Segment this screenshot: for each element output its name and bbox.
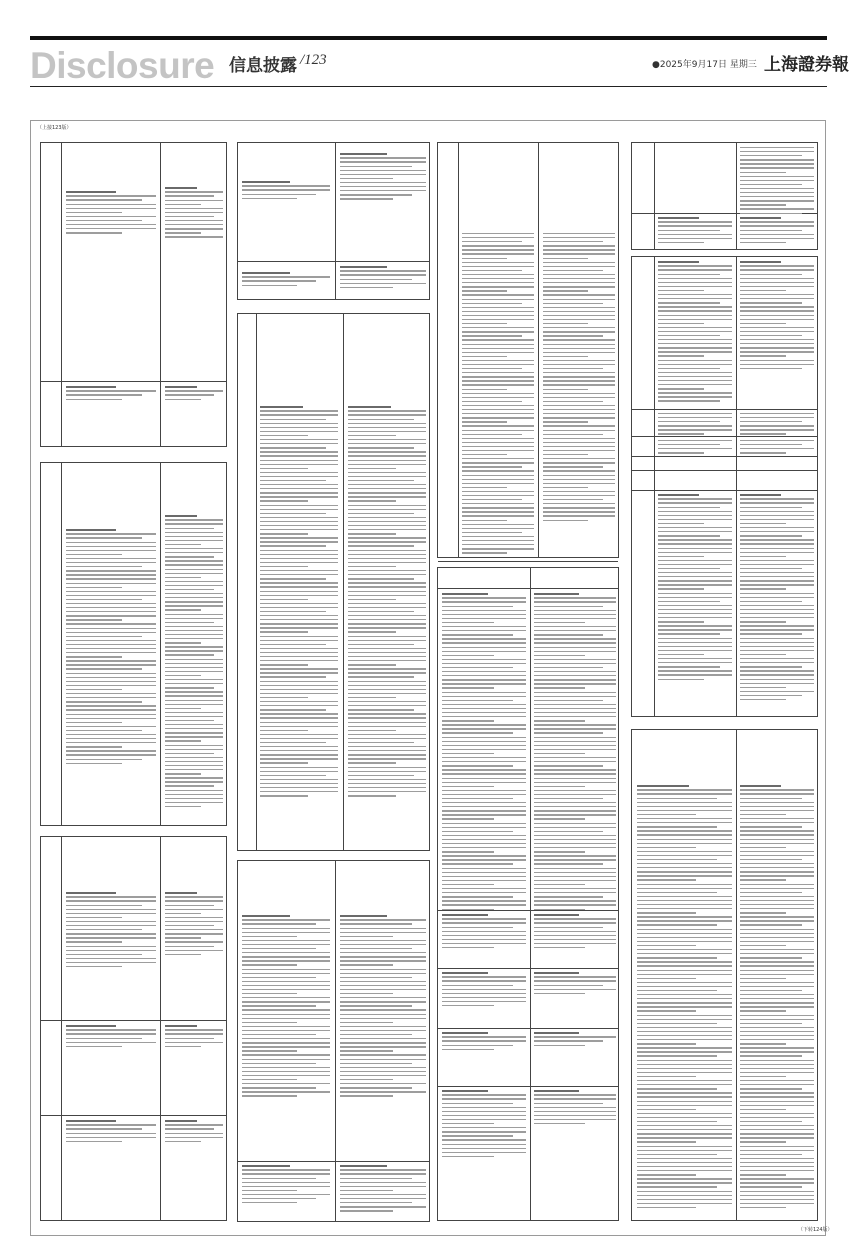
newspaper-logo: 上海證券報 [764, 55, 849, 75]
masthead-bottom-rule [30, 86, 827, 87]
text-block [260, 406, 338, 799]
text-block [66, 386, 156, 403]
text-block [66, 1120, 156, 1145]
disclosure-table [237, 313, 430, 851]
disclosure-table [437, 142, 619, 558]
text-block [66, 892, 156, 970]
text-block [442, 593, 526, 913]
text-block [442, 914, 526, 951]
text-block [165, 1120, 223, 1145]
text-block [534, 1032, 616, 1049]
text-block [165, 1025, 223, 1050]
text-block [462, 233, 534, 556]
text-block [340, 915, 426, 1100]
text-block [740, 413, 814, 438]
text-block [442, 1032, 526, 1053]
text-block [340, 153, 426, 202]
text-block [543, 233, 615, 524]
date-text: 2025年9月17日 [659, 60, 727, 70]
continued-from-label: （上接123版） [37, 125, 72, 131]
text-block [442, 972, 526, 1009]
page-number: /123 [300, 52, 327, 68]
text-block [340, 266, 426, 291]
text-block [740, 147, 814, 217]
text-block [658, 440, 732, 456]
text-block [242, 1165, 330, 1206]
text-block [66, 1025, 156, 1050]
text-block [740, 217, 814, 246]
disclosure-table [237, 142, 430, 300]
text-block [740, 494, 814, 703]
text-block [165, 187, 223, 241]
masthead-top-rule [30, 36, 827, 40]
text-block [242, 272, 330, 289]
disclosure-table [437, 567, 619, 1221]
weekday-text: 星期三 [729, 60, 757, 70]
text-block [534, 914, 616, 951]
section-title: 信息披露 [229, 56, 297, 76]
text-block [242, 181, 330, 202]
text-block [165, 386, 223, 403]
text-block [658, 494, 732, 683]
text-block [534, 1090, 616, 1127]
disclosure-table [631, 256, 818, 717]
text-block [242, 915, 330, 1100]
text-block [658, 217, 732, 246]
text-block [740, 785, 814, 1211]
text-block [740, 261, 814, 372]
text-block [534, 972, 616, 997]
text-block [348, 406, 426, 799]
text-block [637, 785, 732, 1211]
text-block [66, 191, 156, 236]
continued-to-label: （下转124版） [798, 1227, 833, 1233]
text-block [165, 892, 223, 958]
text-block [442, 1090, 526, 1160]
disclosure-table [40, 142, 227, 447]
disclosure-table [40, 462, 227, 826]
text-block [658, 413, 732, 438]
disclosure-table [631, 142, 818, 250]
text-block [165, 515, 223, 810]
text-block [340, 1165, 426, 1214]
text-block [66, 529, 156, 767]
disclosure-table [631, 729, 818, 1221]
disclosure-table [40, 836, 227, 1221]
issue-date [652, 57, 757, 70]
text-block [658, 261, 732, 405]
date-marker-icon: ● [652, 60, 660, 70]
disclosure-table [237, 860, 430, 1222]
disclosure-logo: Disclosure [30, 45, 215, 86]
text-block [740, 440, 814, 456]
text-block [534, 593, 616, 913]
